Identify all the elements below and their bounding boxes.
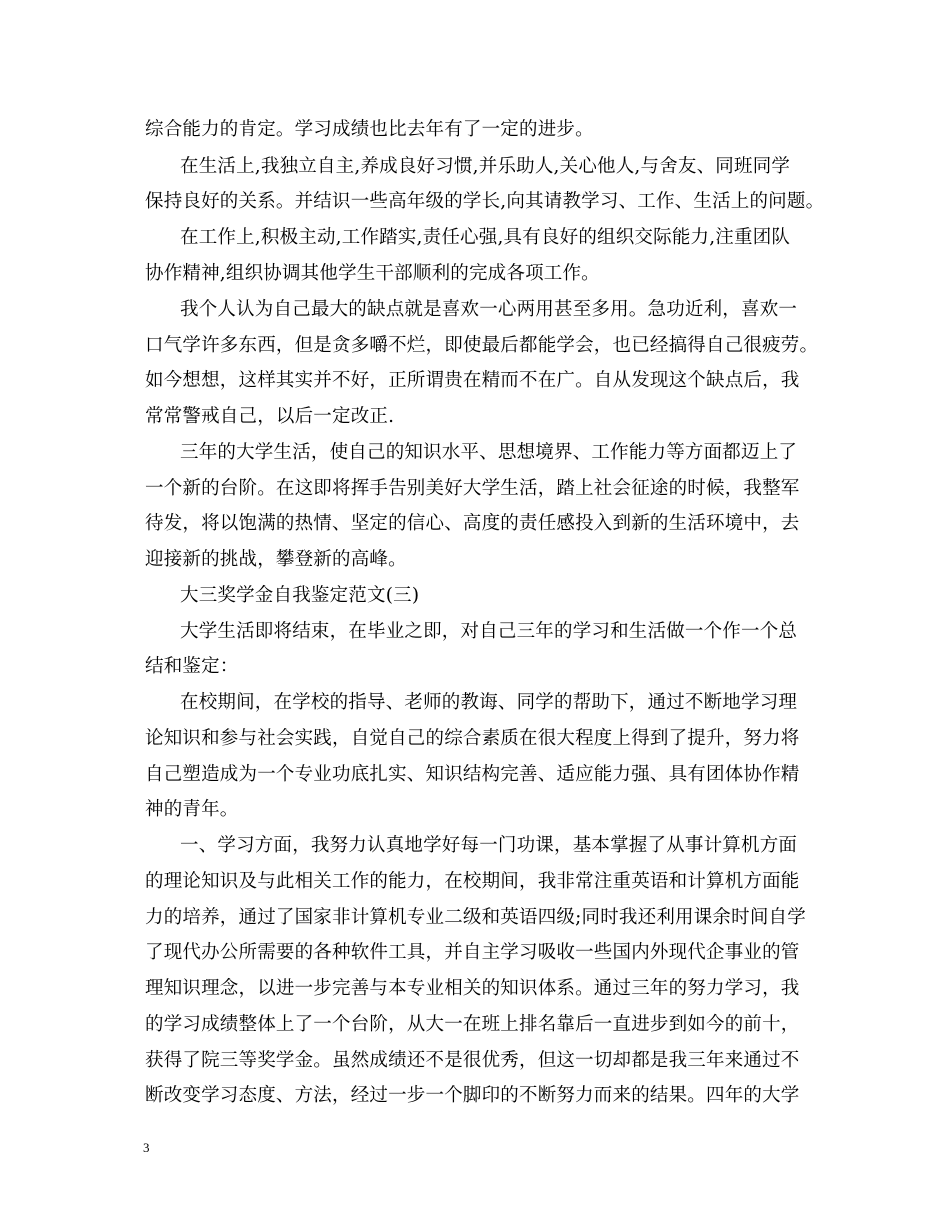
body-text-line: 保持良好的关系。并结识一些高年级的学长,向其请教学习、工作、生活上的问题。 <box>145 191 825 212</box>
body-text-line: 口气学许多东西，但是贪多嚼不烂，即使最后都能学会，也已经搞得自己很疲劳。 <box>145 335 819 356</box>
paragraph-first-line: 在工作上,积极主动,工作踏实,责任心强,具有良好的组织交际能力,注重团队 <box>180 227 791 248</box>
body-text-line: 神的青年。 <box>145 799 239 820</box>
body-text-line: 力的培养，通过了国家非计算机专业二级和英语四级;同时我还利用课余时间自学 <box>145 907 806 928</box>
page-number: 3 <box>143 1140 150 1155</box>
body-text-line: 迎接新的挑战，攀登新的高峰。 <box>145 549 407 570</box>
body-text-line: 获得了院三等奖学金。虽然成绩还不是很优秀，但这一切却都是我三年来通过不 <box>145 1050 800 1071</box>
body-text-line: 一个新的台阶。在这即将挥手告别美好大学生活，踏上社会征途的时候，我整军 <box>145 478 800 499</box>
body-text-line: 综合能力的肯定。学习成绩也比去年有了一定的进步。 <box>145 119 594 140</box>
body-text-line: 自己塑造成为一个专业功底扎实、知识结构完善、适应能力强、具有团体协作精 <box>145 764 800 785</box>
body-text-line: 如今想想，这样其实并不好，正所谓贵在精而不在广。自从发现这个缺点后，我 <box>145 370 800 391</box>
body-text-line: 的理论知识及与此相关工作的能力，在校期间，我非常注重英语和计算机方面能 <box>145 871 800 892</box>
paragraph-first-line: 在生活上,我独立自主,养成良好习惯,并乐助人,关心他人,与舍友、同班同学 <box>180 156 791 177</box>
body-text-line: 了现代办公所需要的各种软件工具，并自主学习吸收一些国内外现代企事业的管 <box>145 942 800 963</box>
body-text-line: 理知识理念，以进一步完善与本专业相关的知识体系。通过三年的努力学习，我 <box>145 978 800 999</box>
body-text-line: 常常警戒自己，以后一定改正. <box>145 406 395 427</box>
body-text-line: 断改变学习态度、方法，经过一步一个脚印的不断努力而来的结果。四年的大学 <box>145 1085 800 1106</box>
section-heading: 大三奖学金自我鉴定范文(三) <box>180 585 420 606</box>
paragraph-first-line: 大学生活即将结束，在毕业之即，对自己三年的学习和生活做一个作一个总 <box>180 621 798 642</box>
body-text-line: 结和鉴定： <box>145 656 239 677</box>
body-text-line: 的学习成绩整体上了一个台阶，从大一在班上排名靠后一直进步到如今的前十， <box>145 1014 800 1035</box>
body-text-line: 协作精神,组织协调其他学生干部顺利的完成各项工作。 <box>145 263 600 284</box>
paragraph-first-line: 三年的大学生活，使自己的知识水平、思想境界、工作能力等方面都迈上了 <box>180 442 798 463</box>
body-text-line: 论知识和参与社会实践，自觉自己的综合素质在很大程度上得到了提升，努力将 <box>145 728 800 749</box>
paragraph-first-line: 我个人认为自己最大的缺点就是喜欢一心两用甚至多用。急功近利，喜欢一 <box>180 299 798 320</box>
paragraph-first-line: 一、学习方面，我努力认真地学好每一门功课，基本掌握了从事计算机方面 <box>180 835 798 856</box>
paragraph-first-line: 在校期间，在学校的指导、老师的教诲、同学的帮助下，通过不断地学习理 <box>180 692 798 713</box>
body-text-line: 待发，将以饱满的热情、坚定的信心、高度的责任感投入到新的生活环境中，去 <box>145 513 800 534</box>
